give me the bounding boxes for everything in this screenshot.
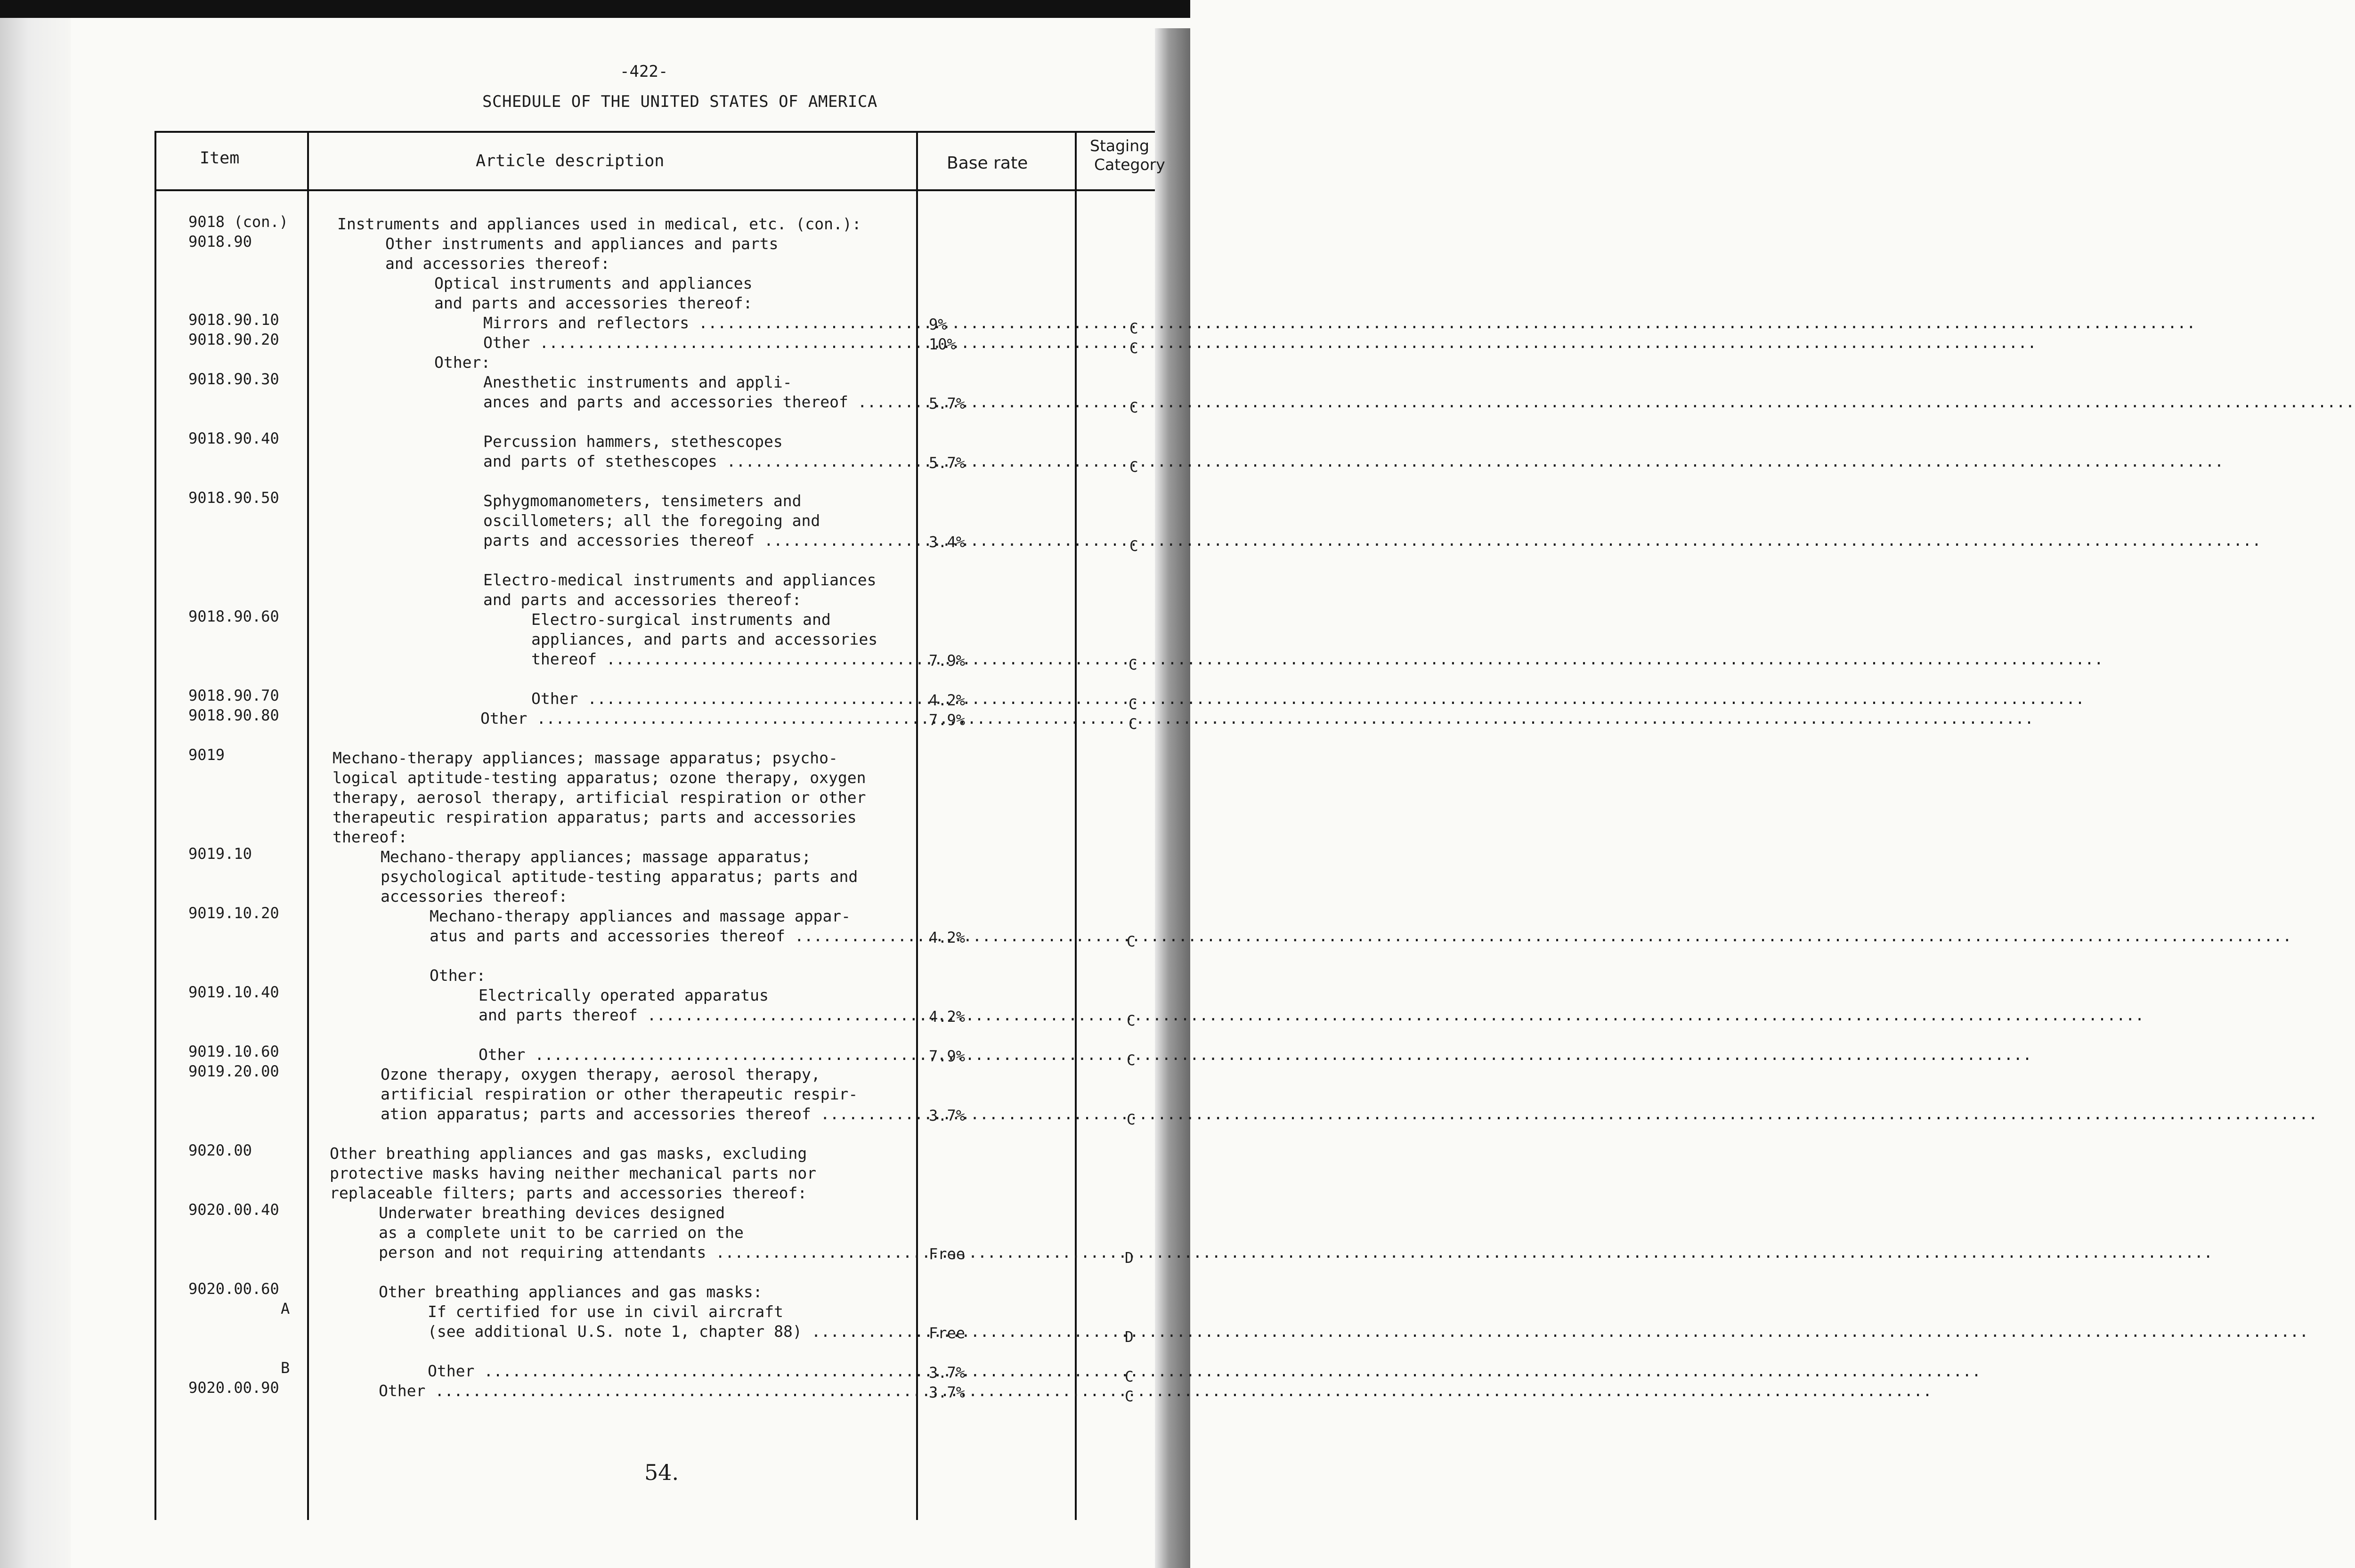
- description-line: Mechano-therapy appliances; massage apparatus; psycho-: [333, 749, 838, 767]
- description-line: If certified for use in civil aircraft: [428, 1302, 783, 1321]
- item-code: 9019.10.40: [188, 983, 279, 1001]
- description-line: Other .....: [483, 333, 913, 352]
- column-divider-item: [307, 131, 309, 1520]
- description-line: ances and parts and accessories thereof .....: [483, 393, 913, 411]
- description-line: and parts thereof .....: [479, 1006, 913, 1024]
- item-code: A: [281, 1300, 290, 1317]
- page-number-top: -422-: [620, 62, 668, 81]
- staging-category: C: [1127, 1052, 1136, 1069]
- staging-category: C: [1127, 933, 1136, 950]
- table-header-rule: [154, 189, 1155, 191]
- item-code: 9020.00.60: [188, 1280, 279, 1298]
- description-line: (see additional U.S. note 1, chapter 88) .....: [428, 1322, 913, 1341]
- description-line: Mirrors and reflectors .....: [483, 314, 913, 332]
- description-line: atus and parts and accessories thereof .....: [430, 927, 913, 945]
- item-code: 9018.90.30: [188, 370, 279, 388]
- description-line: Electrically operated apparatus: [479, 986, 769, 1004]
- staging-category: D: [1125, 1250, 1134, 1267]
- base-rate: 4.2%: [929, 929, 966, 946]
- description-line: Other .....: [531, 689, 913, 708]
- description-line: Percussion hammers, stethescopes: [483, 432, 783, 451]
- description-line: Electro-medical instruments and appliances: [483, 571, 877, 589]
- scan-left-margin: [0, 18, 71, 1568]
- description-line: and accessories thereof:: [385, 254, 610, 273]
- item-code: 9019.10.20: [188, 904, 279, 922]
- description-line: thereof:: [333, 828, 407, 846]
- description-line: Mechano-therapy appliances; massage apparatus;: [381, 848, 811, 866]
- item-code: 9020.00.40: [188, 1201, 279, 1219]
- description-line: thereof .....: [531, 650, 913, 668]
- base-rate: Free: [929, 1324, 966, 1342]
- base-rate: 9%: [929, 315, 947, 333]
- description-line: Other .....: [480, 709, 913, 727]
- staging-category: C: [1129, 340, 1138, 357]
- description-line: Other breathing appliances and gas masks:: [379, 1283, 763, 1301]
- header-item: Item: [200, 149, 240, 168]
- description-line: psychological aptitude-testing apparatus; parts and: [381, 867, 858, 886]
- item-code: 9018.90.10: [188, 311, 279, 329]
- description-line: and parts and accessories thereof:: [483, 590, 802, 609]
- description-line: therapeutic respiration apparatus; parts and accessories: [333, 808, 857, 826]
- item-code: 9018.90: [188, 233, 252, 251]
- page-heading: SCHEDULE OF THE UNITED STATES OF AMERICA: [482, 92, 877, 111]
- description-line: protective masks having neither mechanical parts nor: [330, 1164, 817, 1182]
- description-line: Other .....: [479, 1045, 913, 1064]
- description-line: Mechano-therapy appliances and massage appar-: [430, 907, 851, 925]
- base-rate: 7.9%: [929, 1047, 966, 1065]
- base-rate: 7.9%: [929, 711, 966, 729]
- item-code: 9018.90.70: [188, 687, 279, 704]
- header-staging-line1: Staging: [1090, 137, 1150, 155]
- description-line: logical aptitude-testing apparatus; ozone therapy, oxygen: [333, 768, 866, 787]
- staging-category: C: [1129, 716, 1137, 733]
- staging-category: C: [1129, 656, 1137, 673]
- staging-category: C: [1129, 459, 1138, 476]
- description-line: as a complete unit to be carried on the: [379, 1223, 744, 1242]
- scan-top-edge: [0, 0, 1190, 18]
- description-line: therapy, aerosol therapy, artificial respiration or other: [333, 788, 866, 807]
- staging-category: C: [1127, 1012, 1136, 1029]
- column-divider-left: [154, 131, 156, 1520]
- staging-category: C: [1127, 1111, 1136, 1128]
- base-rate: 3.7%: [929, 1364, 966, 1382]
- table-top-rule: [154, 131, 1155, 133]
- base-rate: Free: [929, 1245, 966, 1263]
- base-rate: 3.7%: [929, 1107, 966, 1124]
- base-rate: 4.2%: [929, 1008, 966, 1026]
- description-line: artificial respiration or other therapeutic respir-: [381, 1085, 858, 1103]
- page-number-bottom: 54.: [644, 1460, 679, 1485]
- item-code: 9019.20.00: [188, 1062, 279, 1080]
- staging-category: C: [1125, 1388, 1134, 1405]
- description-line: person and not requiring attendants .....: [379, 1243, 913, 1261]
- item-code: 9018.90.60: [188, 607, 279, 625]
- header-staging-category: [1079, 137, 1165, 184]
- base-rate: 3.7%: [929, 1383, 966, 1401]
- description-line: Other:: [430, 966, 486, 985]
- header-staging-line2: Category: [1094, 155, 1165, 174]
- header-article-description: Article description: [476, 152, 665, 170]
- item-code: 9019.10.60: [188, 1043, 279, 1060]
- description-line: parts and accessories thereof .....: [483, 531, 913, 550]
- item-code: 9018.90.20: [188, 331, 279, 348]
- base-rate: 3.4%: [929, 533, 966, 551]
- description-line: Ozone therapy, oxygen therapy, aerosol therapy,: [381, 1065, 820, 1083]
- base-rate: 7.9%: [929, 652, 966, 670]
- item-code: 9020.00: [188, 1141, 252, 1159]
- description-line: appliances, and parts and accessories: [531, 630, 878, 648]
- staging-category: C: [1129, 538, 1138, 555]
- item-code: 9020.00.90: [188, 1379, 279, 1397]
- item-code: B: [281, 1359, 290, 1377]
- staging-category: C: [1129, 696, 1137, 713]
- base-rate: 5.7%: [929, 454, 966, 472]
- description-line: Other .....: [379, 1382, 913, 1400]
- description-line: ation apparatus; parts and accessories thereof .....: [381, 1105, 913, 1123]
- item-code: 9018.90.50: [188, 489, 279, 507]
- description-line: accessories thereof:: [381, 887, 568, 905]
- description-line: replaceable filters; parts and accessories thereof:: [330, 1184, 807, 1202]
- item-code: 9019: [188, 746, 225, 764]
- item-code: 9018 (con.): [188, 213, 288, 231]
- description-line: and parts of stethescopes .....: [483, 452, 913, 470]
- description-line: oscillometers; all the foregoing and: [483, 511, 820, 530]
- description-line: Anesthetic instruments and appli-: [483, 373, 792, 391]
- description-line: Other .....: [428, 1362, 913, 1380]
- description-line: Other instruments and appliances and parts: [385, 234, 779, 253]
- description-line: Sphygmomanometers, tensimeters and: [483, 492, 802, 510]
- base-rate: 4.2%: [929, 691, 966, 709]
- base-rate: 5.7%: [929, 395, 966, 412]
- description-line: Underwater breathing devices designed: [379, 1204, 725, 1222]
- header-base-rate: Base rate: [947, 154, 1028, 173]
- description-line: Other breathing appliances and gas masks, excluding: [330, 1144, 807, 1163]
- base-rate: 10%: [929, 335, 956, 353]
- description-line: Electro-surgical instruments and: [531, 610, 831, 629]
- staging-category: C: [1125, 1368, 1134, 1385]
- staging-category: C: [1129, 399, 1138, 416]
- description-line: Other:: [434, 353, 491, 372]
- description-line: and parts and accessories thereof:: [434, 294, 753, 312]
- staging-category: D: [1125, 1329, 1134, 1346]
- item-code: 9018.90.40: [188, 429, 279, 447]
- item-code: 9019.10: [188, 845, 252, 863]
- item-code: 9018.90.80: [188, 706, 279, 724]
- description-line: Instruments and appliances used in medical, etc. (con.):: [337, 215, 861, 233]
- description-line: Optical instruments and appliances: [434, 274, 753, 292]
- staging-category: C: [1129, 320, 1138, 337]
